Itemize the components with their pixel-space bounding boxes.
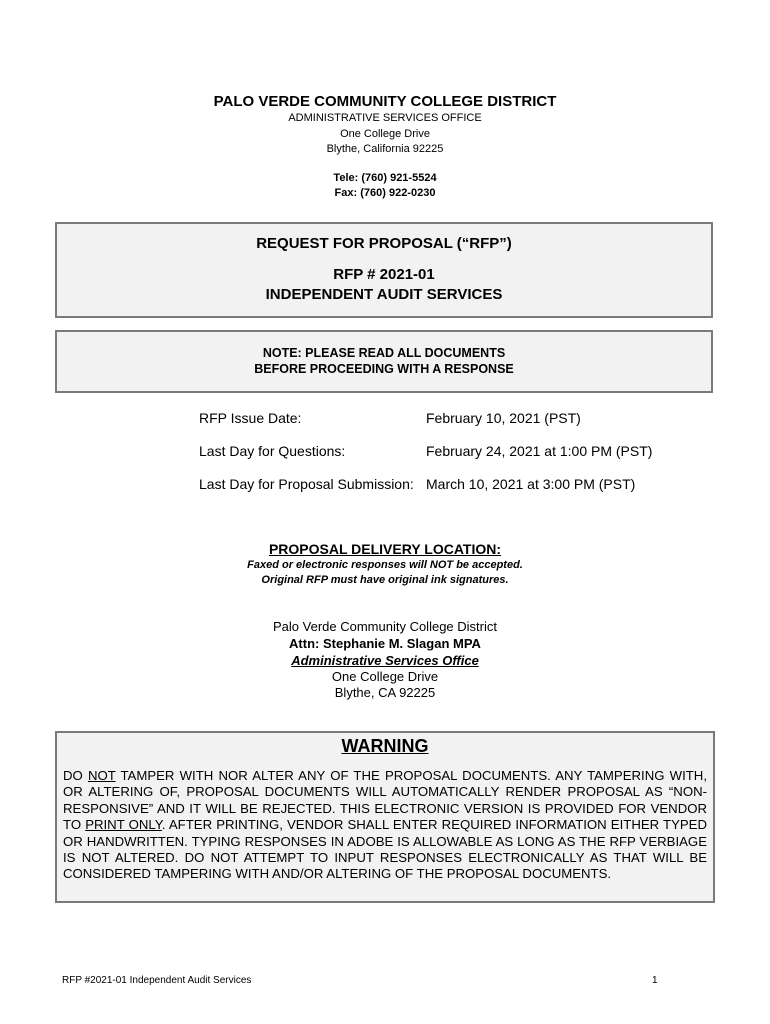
delivery-note-1: Faxed or electronic responses will NOT be accepted. [247,559,523,571]
submission-date-label: Last Day for Proposal Submission: [199,476,414,492]
warning-text [63,768,707,883]
office-street: One College Drive [340,128,430,140]
warning-text-not: NOT [87,768,116,783]
rfp-number: RFP # 2021-01 [333,266,435,283]
warning-text-print-only: PRINT ONLY [85,817,162,833]
note-line-2: BEFORE PROCEEDING WITH A RESPONSE [254,362,514,376]
rfp-subject: INDEPENDENT AUDIT SERVICES [265,286,503,303]
rfp-title: REQUEST FOR PROPOSAL (“RFP”) [256,235,512,252]
district-name: PALO VERDE COMMUNITY COLLEGE DISTRICT [213,93,557,110]
note-line-1: NOTE: PLEASE READ ALL DOCUMENTS [262,346,506,360]
delivery-attn: Attn: Stephanie M. Slagan MPA [289,636,481,651]
delivery-note-2: Original RFP must have original ink signatures. [261,574,509,586]
warning-text-part-1: DO [63,768,88,783]
warning-title: WARNING [341,736,429,756]
note-box [55,330,713,393]
footer-document-title: RFP #2021-01 Independent Audit Services [62,975,252,986]
fax: Fax: (760) 922-0230 [334,187,436,199]
questions-date-label: Last Day for Questions: [199,443,346,459]
delivery-org: Palo Verde Community College District [273,619,497,634]
office-city: Blythe, California 92225 [326,143,444,155]
office-name: ADMINISTRATIVE SERVICES OFFICE [288,112,482,124]
delivery-street: One College Drive [331,669,439,684]
warning-text-part-3: . AFTER PRINTING, VENDOR SHALL ENTER REQUIRED INFORMATION EITHER TYPED OR HANDWRITTEN. TYPING RESPONSES IN ADOBE IS ALLOWABLE AS LONG AS THE RFP VERBIAGE IS NOT ALTERED. DO NOT ATTEMPT TO INPUT RESPONSES ELECTRONICALLY AS THAT WILL BE CONSIDERED TAMPERING WITH AND/OR ALTERING OF THE PROPOSAL DOCUMENTS. [63,817,707,882]
delivery-heading: PROPOSAL DELIVERY LOCATION: [268,541,502,557]
submission-date-value: March 10, 2021 at 3:00 PM (PST) [426,476,636,492]
questions-date-value: February 24, 2021 at 1:00 PM (PST) [426,443,653,459]
warning-text-part-2: TAMPER WITH NOR ALTER ANY OF THE PROPOSAL DOCUMENTS. ANY TAMPERING WITH, OR ALTERING OF, PROPOSAL DOCUMENTS WILL AUTOMATICALLY RENDER PROPOSAL AS “NON-RESPONSIVE” AND IT WILL BE REJECTED. THIS ELECTRONIC VERSION IS PROVIDED FOR VENDOR TO [63,768,707,833]
issue-date-label: RFP Issue Date: [199,410,302,426]
delivery-city: Blythe, CA 92225 [334,685,436,700]
warning-box [55,731,715,903]
rfp-title-box [55,222,713,318]
delivery-office: Administrative Services Office [291,653,479,668]
issue-date-value: February 10, 2021 (PST) [426,410,581,426]
footer-page-number: 1 [652,975,658,986]
telephone: Tele: (760) 921-5524 [333,172,437,184]
